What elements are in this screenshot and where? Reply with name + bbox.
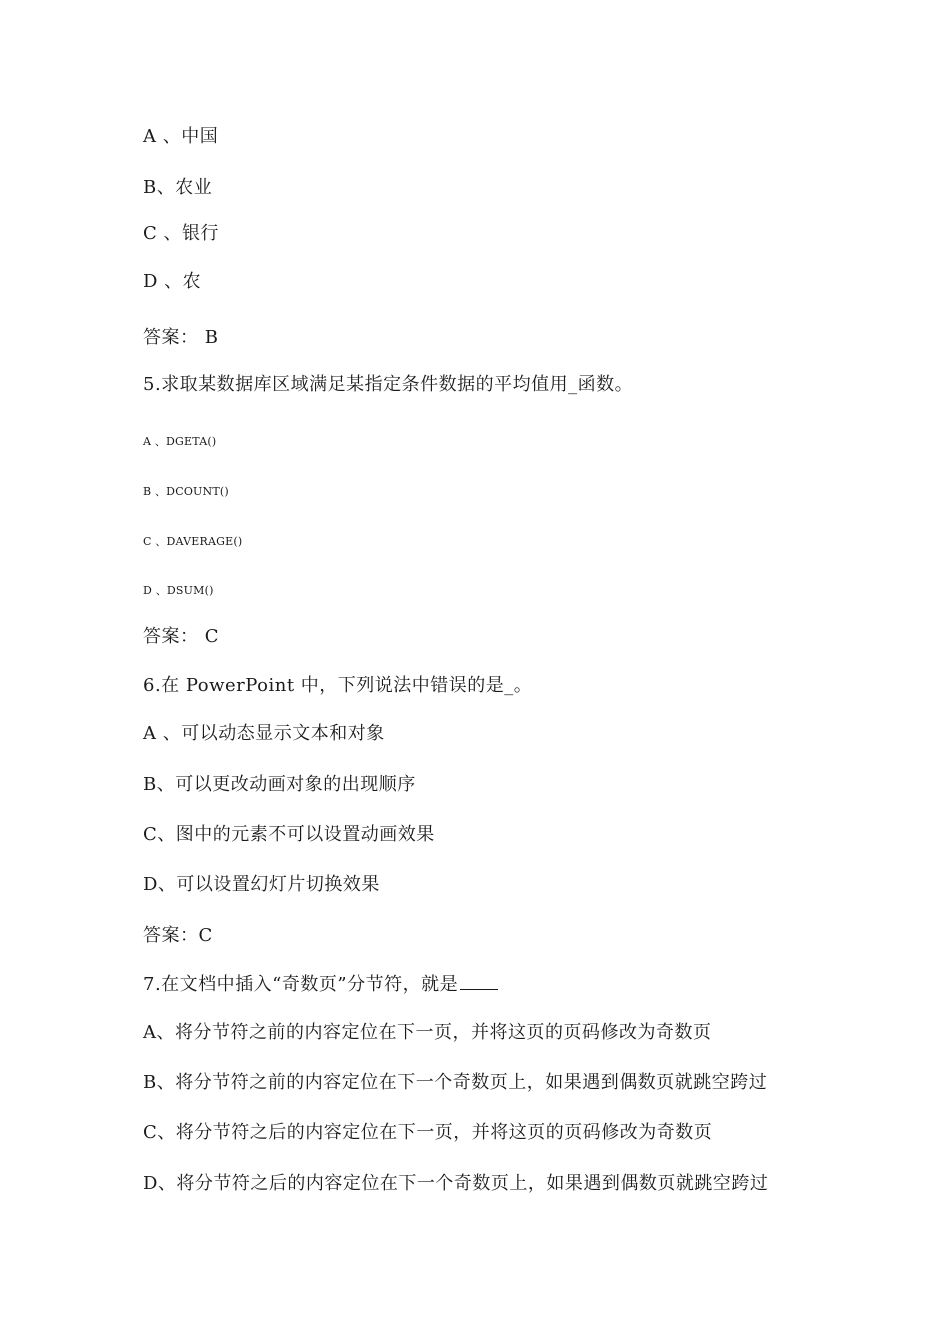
q4-option-d: D 、农 bbox=[143, 271, 202, 292]
q5-answer: 答案： C bbox=[143, 626, 219, 647]
q6-option-a: A 、可以动态显示文本和对象 bbox=[143, 723, 385, 744]
q6-option-b: B、可以更改动画对象的出现顺序 bbox=[143, 774, 416, 795]
q4-answer: 答案： B bbox=[143, 327, 219, 348]
q5-question: 5.求取某数据库区域满足某指定条件数据的平均值用_函数。 bbox=[143, 374, 634, 395]
q7-option-a: A、将分节符之前的内容定位在下一页，并将这页的页码修改为奇数页 bbox=[143, 1022, 712, 1043]
q4-option-b: B、农业 bbox=[143, 177, 213, 198]
q7-option-b: B、将分节符之前的内容定位在下一个奇数页上，如果遇到偶数页就跳空跨过 bbox=[143, 1072, 768, 1093]
q6-option-d: D、可以设置幻灯片切换效果 bbox=[143, 874, 380, 895]
q4-option-c: C 、银行 bbox=[143, 223, 219, 244]
q7-question-text: 7.在文档中插入“奇数页”分节符，就是 bbox=[143, 974, 459, 995]
q4-option-a: A 、中国 bbox=[143, 126, 219, 147]
q7-option-d: D、将分节符之后的内容定位在下一个奇数页上，如果遇到偶数页就跳空跨过 bbox=[143, 1173, 769, 1194]
q6-answer: 答案：C bbox=[143, 925, 213, 946]
q7-option-c: C、将分节符之后的内容定位在下一页，并将这页的页码修改为奇数页 bbox=[143, 1122, 713, 1143]
q7-question bbox=[143, 973, 498, 996]
q5-option-a: A 、DGETA() bbox=[143, 435, 217, 448]
q5-option-c: C 、DAVERAGE() bbox=[143, 535, 243, 548]
q5-option-d: D 、DSUM() bbox=[143, 584, 214, 597]
q6-option-c: C、图中的元素不可以设置动画效果 bbox=[143, 824, 435, 845]
q7-answer-blank bbox=[460, 973, 498, 990]
q6-question: 6.在 PowerPoint 中，下列说法中错误的是_。 bbox=[143, 675, 533, 696]
q5-option-b: B 、DCOUNT() bbox=[143, 485, 229, 498]
